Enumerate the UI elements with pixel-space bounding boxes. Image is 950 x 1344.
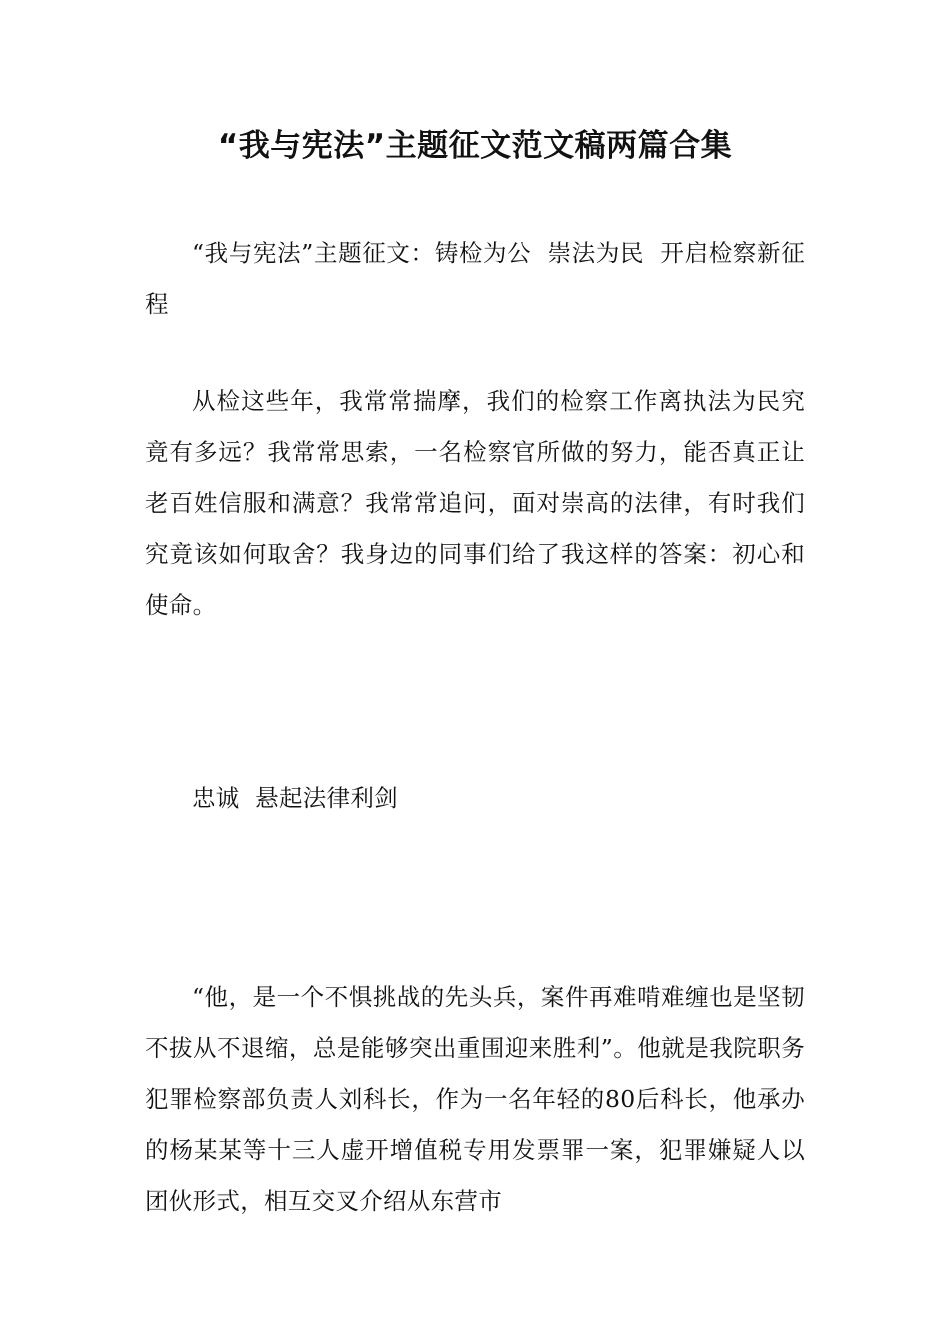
intro-paragraph: 从检这些年，我常常揣摩，我们的检察工作离执法为民究竟有多远？我常常思索，一名检察官所做的努力，能否真正让老百姓信服和满意？我常常追问，面对崇高的法律，有时我们究竟该如何取舍？我身边的同事们给了我这样的答案：初心和使命。	[145, 387, 805, 619]
section-heading: 忠诚 悬起法律利剑	[192, 784, 398, 812]
document-title: “我与宪法”主题征文范文稿两篇合集	[217, 128, 733, 164]
essay-subtitle: “我与宪法”主题征文：铸检为公 崇法为民 开启检察新征程	[145, 239, 805, 318]
body-paragraph: “他，是一个不惧挑战的先头兵，案件再难啃难缠也是坚韧不拔从不退缩，总是能够突出重围迎来胜利”。他就是我院职务犯罪检察部负责人刘科长，作为一名年轻的80后科长，他承办的杨某某等十三人虚开增值税专用发票罪一案，犯罪嫌疑人以团伙形式，相互交叉介绍从东营市	[145, 983, 805, 1215]
